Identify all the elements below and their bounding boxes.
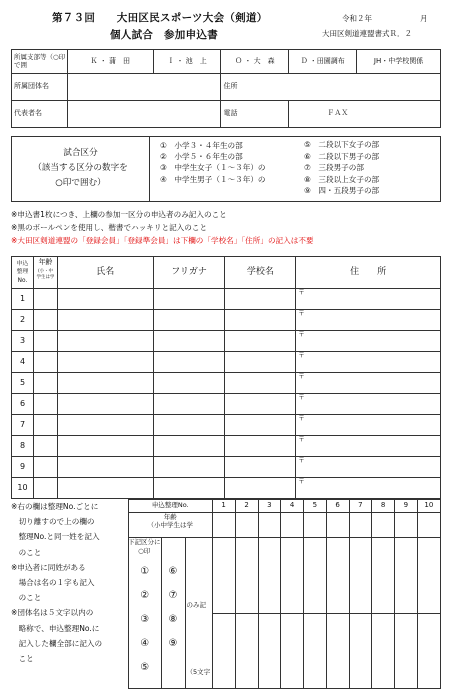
side-note-line: のこと (11, 593, 42, 603)
school-cell[interactable] (225, 289, 296, 310)
category-label-line3: ○印で囲む） (55, 178, 106, 188)
school-cell[interactable] (225, 478, 296, 499)
tear-age-cells (212, 513, 441, 538)
tear-number: 9 (395, 500, 418, 512)
address-cell[interactable] (296, 310, 441, 331)
table-row (12, 310, 441, 331)
row-number: 9 (12, 457, 34, 478)
category-item-1[interactable]: ① 小学３・４年生の部 (160, 141, 243, 150)
col-no-l3: No. (17, 277, 28, 284)
col-age-sub2: 学生は学 (36, 274, 55, 280)
name-cell[interactable] (57, 331, 153, 352)
name-cell[interactable] (57, 310, 153, 331)
tear-surname-cell[interactable] (258, 538, 281, 613)
tear-table (128, 499, 441, 689)
name-cell[interactable] (57, 478, 153, 499)
tear-number: 2 (235, 500, 258, 512)
tear-labels (185, 538, 212, 689)
category-item-3[interactable]: ③ 中学生女子（１～３年）の (160, 163, 266, 173)
tear-age-cell[interactable] (304, 513, 327, 537)
category-item-2[interactable]: ② 小学５・６年生の部 (160, 152, 243, 162)
kana-cell[interactable] (153, 457, 225, 478)
tear-age-cell[interactable] (395, 513, 418, 537)
form-title: 第７３回 大田区民スポーツ大会（剣道） (52, 12, 268, 24)
tear-number: 3 (258, 500, 281, 512)
table-row (12, 289, 441, 310)
school-cell[interactable] (225, 352, 296, 373)
tear-org-label: （5文字 (186, 668, 211, 677)
tear-org-cell[interactable] (349, 613, 372, 688)
name-cell[interactable] (57, 457, 153, 478)
category-circle-option[interactable]: ① (140, 566, 150, 577)
postal-mark: 〒 (298, 372, 305, 380)
branch-label: 所属支部等（○印で囲 (12, 50, 68, 74)
branch-option-o[interactable]: Ｏ ・ 大 森 (221, 50, 289, 74)
category-circle-option[interactable]: ④ (140, 638, 150, 649)
postal-mark: 〒 (298, 288, 305, 296)
tear-age-cell[interactable] (372, 513, 395, 537)
category-item-7[interactable]: ⑦ 三段男子の部 (304, 163, 364, 173)
tear-surname-label: のみ記 (186, 601, 206, 609)
address-label: 住所 (221, 74, 289, 101)
side-note-line: 整理No.と同一姓を記入 (11, 532, 100, 542)
note-3: ※大田区剣道連盟の「登録会員」「登録準会員」は下欄の「学校名」「住所」の記入は不要 (11, 236, 314, 245)
age-cell[interactable] (33, 436, 57, 457)
age-cell[interactable] (33, 394, 57, 415)
tear-age-label (129, 513, 213, 538)
side-note-line: のこと (11, 547, 42, 557)
name-cell[interactable] (57, 415, 153, 436)
org-name-field[interactable] (67, 74, 221, 101)
row-number: 3 (12, 331, 34, 352)
table-row (12, 331, 441, 352)
table-row (12, 436, 441, 457)
side-note-line: ※団体名は５文字以内の (11, 608, 94, 618)
category-item-4[interactable]: ④ 中学生男子（１～３年）の (160, 174, 266, 184)
row-number: 8 (12, 436, 34, 457)
category-circle-option[interactable]: ⑦ (168, 590, 178, 601)
postal-mark: 〒 (298, 393, 305, 401)
tear-number: 4 (281, 500, 304, 512)
category-circle-option[interactable]: ⑤ (140, 662, 150, 673)
tear-surname-cell[interactable] (349, 538, 372, 613)
address-cell[interactable] (296, 457, 441, 478)
tear-surname-cell[interactable] (213, 538, 236, 613)
tear-age-l2: （小中学生は学 (147, 521, 193, 529)
branch-option-k[interactable]: Ｋ ・ 蒲 田 (67, 50, 153, 74)
phone-label: 電話 (221, 101, 289, 128)
tear-age-cell[interactable] (258, 513, 281, 537)
side-note-line: ※申込者に同姓がある (11, 562, 86, 572)
category-circle-option[interactable]: ⑨ (168, 638, 178, 649)
tear-circles-right (161, 538, 185, 689)
tear-org-cell[interactable] (395, 613, 418, 688)
col-school-header: 学校名 (225, 257, 296, 289)
col-age-header (33, 257, 57, 289)
note-1: ※申込書1枚につき、上欄の参加一区分の申込者のみ記入のこと (11, 210, 227, 219)
row-number: 4 (12, 352, 34, 373)
kana-cell[interactable] (153, 331, 225, 352)
name-cell[interactable] (57, 352, 153, 373)
col-no-l1: 申込 (16, 260, 29, 267)
col-no-l2: 整理 (16, 269, 29, 276)
tear-age-l1: 年齢 (163, 513, 177, 521)
address-field[interactable] (289, 74, 441, 101)
rep-name-field[interactable] (67, 101, 221, 128)
table-row (12, 415, 441, 436)
name-cell[interactable] (57, 289, 153, 310)
address-cell[interactable] (296, 331, 441, 352)
kana-cell[interactable] (153, 310, 225, 331)
tear-org-cell[interactable] (258, 613, 281, 688)
tear-surname-cell[interactable] (235, 538, 258, 613)
tear-surname-cell[interactable] (395, 538, 418, 613)
tear-org-cell[interactable] (326, 613, 349, 688)
info-table (11, 49, 441, 128)
side-note-line: ※右の欄は整理No.ごとに (11, 502, 99, 511)
kana-cell[interactable] (153, 352, 225, 373)
tear-org-cell[interactable] (235, 613, 258, 688)
postal-mark: 〒 (298, 414, 305, 422)
row-number: 5 (12, 373, 34, 394)
address-cell[interactable] (296, 478, 441, 499)
tear-age-cell[interactable] (349, 513, 372, 537)
school-cell[interactable] (225, 457, 296, 478)
name-cell[interactable] (57, 373, 153, 394)
tear-org-cell[interactable] (417, 613, 440, 688)
table-row (12, 373, 441, 394)
branch-option-jh[interactable]: JH・中学校関係 (357, 50, 441, 74)
tear-number: 10 (417, 500, 440, 512)
tear-category-l1: 下記区分に (128, 538, 161, 546)
form-subtitle: 個人試合 参加申込書 (110, 29, 218, 41)
tear-body-cells (212, 538, 441, 689)
table-row (12, 352, 441, 373)
table-row (12, 457, 441, 478)
org-name-label: 所属団体名 (12, 74, 68, 101)
col-name-header: 氏名 (57, 257, 153, 289)
tear-category-l2: ○印 (138, 546, 151, 555)
address-cell[interactable] (296, 436, 441, 457)
side-notes (11, 499, 102, 666)
kana-cell[interactable] (153, 436, 225, 457)
side-note-line: 切り離すので上の欄の (11, 517, 95, 527)
age-cell[interactable] (33, 478, 57, 499)
address-cell[interactable] (296, 352, 441, 373)
tear-circles-left (129, 538, 162, 689)
tear-org-cell[interactable] (304, 613, 327, 688)
school-cell[interactable] (225, 331, 296, 352)
age-cell[interactable] (33, 289, 57, 310)
postal-mark: 〒 (298, 351, 305, 359)
tear-surname-cell[interactable] (304, 538, 327, 613)
address-cell[interactable] (296, 415, 441, 436)
tear-surname-cell[interactable] (417, 538, 440, 613)
category-circle-option[interactable]: ② (140, 590, 150, 601)
col-address-header: 住 所 (296, 257, 441, 289)
date-era: 令和２年 (342, 14, 372, 23)
side-note-line: 記入した欄全部に記入の (11, 638, 103, 648)
category-label (12, 137, 150, 201)
tear-number: 6 (326, 500, 349, 512)
row-number: 10 (12, 478, 34, 499)
tear-age-cell[interactable] (326, 513, 349, 537)
tear-age-cell[interactable] (235, 513, 258, 537)
category-circle-option[interactable]: ⑥ (168, 566, 178, 577)
tear-org-cell[interactable] (213, 613, 236, 688)
row-number: 6 (12, 394, 34, 415)
kana-cell[interactable] (153, 478, 225, 499)
postal-mark: 〒 (298, 309, 305, 317)
col-age-label: 年齢 (38, 258, 53, 266)
category-item-9[interactable]: ⑨ 四・五段男子の部 (304, 186, 380, 196)
col-age-sub1: (小・中 (38, 268, 53, 274)
postal-mark: 〒 (298, 435, 305, 443)
form-code: 大田区剣道連盟書式Ｒ．２ (322, 29, 412, 38)
category-list-right (304, 139, 379, 197)
address-cell[interactable] (296, 289, 441, 310)
category-item-5[interactable]: ⑤ 二段以下女子の部 (304, 140, 380, 149)
fax-label: ＦＡＸ (289, 101, 441, 128)
tear-number: 8 (372, 500, 395, 512)
age-cell[interactable] (33, 457, 57, 478)
table-row (12, 478, 441, 499)
tear-surname-cell[interactable] (372, 538, 395, 613)
address-cell[interactable] (296, 373, 441, 394)
age-cell[interactable] (33, 415, 57, 436)
date-month: 月 (420, 14, 428, 23)
branch-option-d[interactable]: Ｄ ・田園調布 (289, 50, 357, 74)
tear-number: 7 (349, 500, 372, 512)
category-circle-option[interactable]: ③ (140, 614, 150, 625)
tear-number: 1 (213, 500, 236, 512)
school-cell[interactable] (225, 394, 296, 415)
school-cell[interactable] (225, 373, 296, 394)
kana-cell[interactable] (153, 415, 225, 436)
row-number: 2 (12, 310, 34, 331)
branch-option-i[interactable]: Ｉ ・ 池 上 (153, 50, 221, 74)
side-note-line: 場合は名の１字も記入 (11, 578, 95, 588)
name-cell[interactable] (57, 394, 153, 415)
category-item-8[interactable]: ⑧ 三段以上女子の部 (304, 174, 380, 184)
age-cell[interactable] (33, 331, 57, 352)
tear-age-cell[interactable] (213, 513, 236, 537)
postal-mark: 〒 (298, 477, 305, 485)
table-row (12, 394, 441, 415)
row-number: 1 (12, 289, 34, 310)
tear-org-cell[interactable] (281, 613, 304, 688)
category-item-6[interactable]: ⑥ 二段以下男子の部 (304, 151, 380, 161)
category-label-line2: （該当する区分の数字を (33, 163, 128, 173)
postal-mark: 〒 (298, 330, 305, 338)
school-cell[interactable] (225, 415, 296, 436)
school-cell[interactable] (225, 310, 296, 331)
category-list-left (160, 140, 266, 185)
tear-numbers (212, 500, 441, 513)
col-kana-header: フリガナ (153, 257, 225, 289)
rep-name-label: 代表者名 (12, 101, 68, 128)
address-cell[interactable] (296, 394, 441, 415)
tear-org-cell[interactable] (372, 613, 395, 688)
col-no-header (12, 257, 34, 289)
category-box (11, 136, 441, 202)
age-cell[interactable] (33, 310, 57, 331)
tear-header-label: 申込整理No. (129, 500, 213, 513)
entry-table (11, 256, 441, 499)
note-2: ※黒のボールペンを使用し、楷書でハッキリと記入のこと (11, 223, 208, 232)
tear-surname-cell[interactable] (281, 538, 304, 613)
tear-surname-cell[interactable] (326, 538, 349, 613)
name-cell[interactable] (57, 436, 153, 457)
postal-mark: 〒 (298, 456, 305, 464)
kana-cell[interactable] (153, 394, 225, 415)
tear-category-label (128, 538, 161, 555)
school-cell[interactable] (225, 436, 296, 457)
tear-number: 5 (304, 500, 327, 512)
category-label-line1: 試合区分 (63, 148, 98, 158)
row-number: 7 (12, 415, 34, 436)
kana-cell[interactable] (153, 289, 225, 310)
age-cell[interactable] (33, 373, 57, 394)
category-circle-option[interactable]: ⑧ (168, 614, 178, 625)
side-note-line: こと (11, 654, 34, 664)
tear-age-cell[interactable] (417, 513, 440, 537)
side-note-line: 略称で、申込整理No.に (11, 623, 100, 633)
age-cell[interactable] (33, 352, 57, 373)
tear-age-cell[interactable] (281, 513, 304, 537)
kana-cell[interactable] (153, 373, 225, 394)
